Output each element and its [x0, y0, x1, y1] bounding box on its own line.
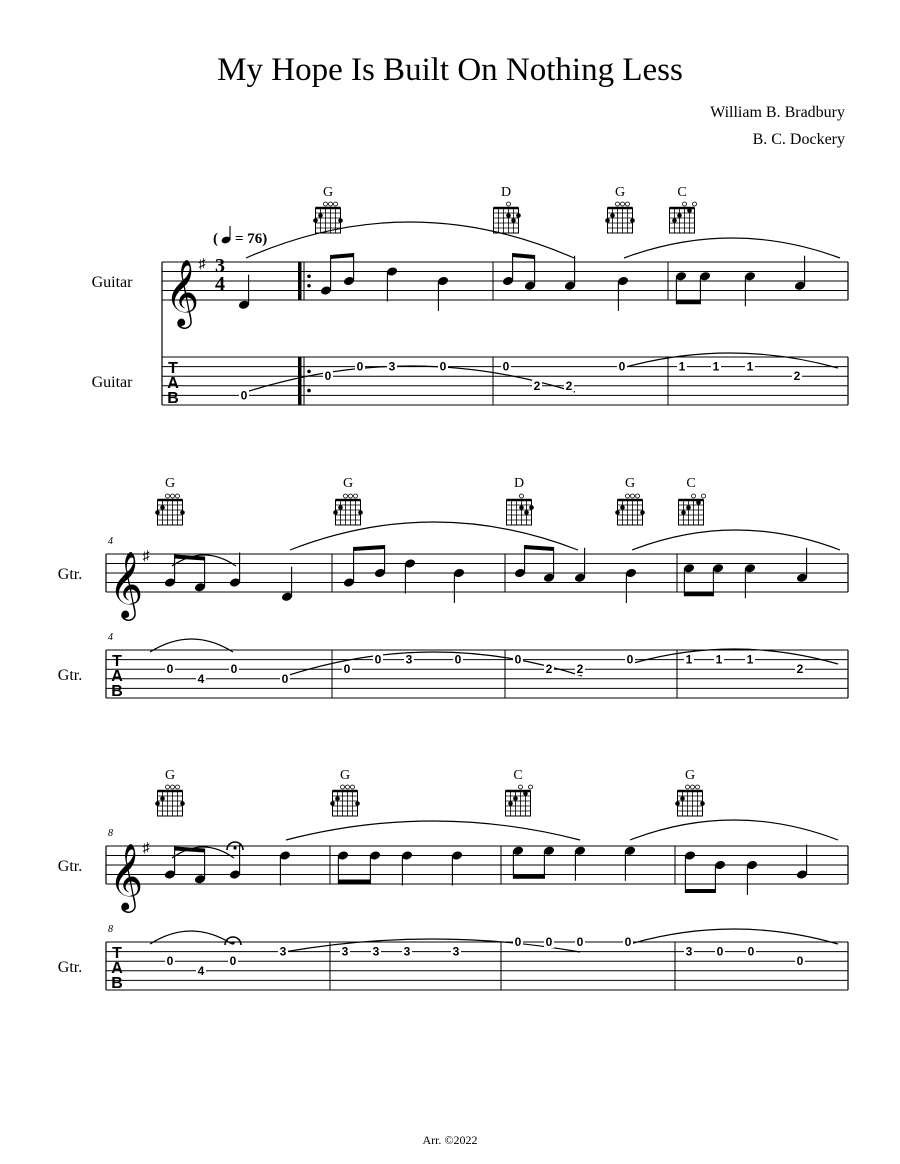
chord-diagram-icon	[330, 785, 360, 816]
tab-fret-number: 0	[747, 944, 755, 959]
chord-grid-frame	[608, 208, 633, 233]
chord-finger-dot	[160, 796, 165, 801]
tab-instrument-label: Guitar	[91, 374, 133, 391]
chord-finger-dot	[180, 510, 185, 515]
chord-open-string	[176, 785, 180, 789]
chord-finger-dot	[681, 510, 686, 515]
tab-fret-number: 0	[626, 652, 634, 667]
tab-clef-letter: T	[112, 945, 122, 962]
chord-open-string	[696, 785, 700, 789]
tab-fret-number: 3	[372, 944, 380, 959]
chord-finger-dot	[700, 801, 705, 806]
chord-finger-dot	[338, 218, 343, 223]
tab-instrument-label: Gtr.	[57, 667, 83, 684]
tab-clef-letter: A	[167, 375, 179, 392]
phrase-slur	[246, 366, 575, 392]
tab-instrument-label: Gtr.	[57, 959, 83, 976]
repeat-thick-bar	[298, 262, 302, 300]
note-beam	[525, 545, 554, 551]
tab-fret-number: 0	[716, 944, 724, 959]
chord-open-string	[519, 785, 523, 789]
chord-name-label: G	[339, 768, 351, 783]
tab-fret-number: 0	[374, 652, 382, 667]
tab-fret-number: 0	[514, 652, 522, 667]
chord-open-string	[692, 494, 696, 498]
chord-open-string	[626, 202, 630, 206]
chord-diagram-icon	[615, 494, 645, 525]
treble-clef-icon: 𝄞	[164, 258, 200, 326]
chord-open-string	[166, 494, 170, 498]
chord-open-string	[329, 202, 333, 206]
tab-fret-number: 0	[356, 359, 364, 374]
chord-name-label: C	[677, 185, 687, 200]
tab-fret-number: 3	[405, 652, 413, 667]
tab-clef-letter: T	[112, 653, 122, 670]
repeat-dot	[307, 274, 311, 278]
chord-open-string	[171, 494, 175, 498]
tab-fret-number: 2	[793, 369, 801, 384]
chord-name-label: G	[684, 768, 696, 783]
chord-finger-dot	[620, 505, 625, 510]
chord-name-label: C	[513, 768, 523, 783]
tab-fret-number: 0	[240, 388, 248, 403]
chord-finger-dot	[155, 510, 160, 515]
chord-diagram-icon	[155, 785, 185, 816]
chord-finger-dot	[335, 796, 340, 801]
staff-instrument-label: Guitar	[91, 274, 133, 291]
chord-diagram-icon	[507, 494, 534, 525]
measure-number: 8	[108, 828, 113, 839]
repeat-dot	[307, 284, 311, 288]
chord-finger-dot	[155, 801, 160, 806]
measure-number: 4	[108, 632, 113, 643]
chord-open-string	[341, 785, 345, 789]
chord-finger-dot	[680, 796, 685, 801]
chord-finger-dot	[508, 801, 513, 806]
tab-fret-number: 0	[230, 662, 238, 677]
tab-fret-number: 3	[279, 944, 287, 959]
chord-open-string	[520, 494, 524, 498]
tab-fret-number: 0	[618, 359, 626, 374]
tab-fret-number: 3	[685, 944, 693, 959]
chord-name-label: G	[322, 185, 334, 200]
tab-fret-number: 0	[343, 662, 351, 677]
chord-finger-dot	[687, 208, 692, 213]
chord-finger-dot	[529, 505, 534, 510]
note-beam	[331, 253, 354, 259]
tab-fret-number: 2	[533, 378, 541, 393]
tab-clef-letter: A	[111, 960, 123, 977]
chord-diagram-icon	[675, 785, 705, 816]
chord-diagram-icon	[155, 494, 185, 525]
chord-finger-dot	[330, 801, 335, 806]
tab-fret-number: 0	[545, 935, 553, 949]
key-signature-sharp-icon: ♯	[198, 257, 206, 272]
tab-clef-letter: B	[167, 390, 179, 407]
treble-clef-icon: 𝄞	[108, 550, 144, 618]
chord-open-string	[351, 785, 355, 789]
chord-grid-frame	[336, 500, 361, 525]
tab-fret-number: 4	[197, 671, 205, 686]
tab-clef-letter: T	[168, 360, 178, 377]
tab-fret-number: 2	[796, 662, 804, 677]
chord-open-string	[171, 785, 175, 789]
chord-open-string	[691, 785, 695, 789]
chord-finger-dot	[675, 801, 680, 806]
tab-fret-number: 2	[565, 378, 573, 393]
chord-open-string	[507, 202, 511, 206]
tab-fret-number: 3	[403, 944, 411, 959]
tab-fret-number: 0	[281, 671, 289, 686]
chord-name-label: D	[513, 476, 525, 491]
chord-finger-dot	[180, 801, 185, 806]
phrase-slur	[624, 238, 840, 258]
chord-diagram-icon	[679, 494, 706, 525]
tab-fret-number: 2	[545, 662, 553, 677]
arranger-credit: B. C. Dockery	[752, 131, 845, 148]
tab-clef-letter: B	[111, 975, 123, 992]
chord-diagram-icon	[506, 785, 533, 816]
chord-grid-frame	[618, 500, 643, 525]
tab-fret-number: 1	[746, 359, 754, 374]
phrase-slur	[286, 821, 580, 840]
chord-finger-dot	[506, 213, 511, 218]
tab-fret-number: 1	[746, 652, 754, 667]
tab-fret-number: 0	[166, 954, 174, 969]
tab-fret-number: 4	[197, 963, 205, 978]
tab-fret-number: 0	[502, 359, 510, 374]
tab-fret-number: 0	[324, 369, 332, 384]
chord-name-label: C	[686, 476, 696, 491]
chord-open-string	[176, 494, 180, 498]
chord-finger-dot	[338, 505, 343, 510]
time-signature-bottom: 4	[215, 273, 225, 295]
treble-clef-icon: 𝄞	[108, 842, 144, 910]
tab-fret-number: 1	[715, 652, 723, 667]
chord-name-label: D	[500, 185, 512, 200]
chord-open-string	[616, 202, 620, 206]
composer-credit: William B. Bradbury	[710, 104, 845, 121]
chord-open-string	[693, 202, 697, 206]
chord-open-string	[349, 494, 353, 498]
chord-open-string	[631, 494, 635, 498]
chord-open-string	[346, 785, 350, 789]
music-system	[92, 185, 848, 407]
tab-fret-number: 3	[452, 944, 460, 959]
chord-open-string	[529, 785, 533, 789]
tab-clef-letter: B	[111, 683, 123, 700]
phrase-slur	[246, 222, 574, 258]
chord-open-string	[344, 494, 348, 498]
tab-fret-number: 2	[576, 662, 584, 677]
repeat-dot	[307, 389, 311, 393]
tab-fret-number: 1	[678, 359, 686, 374]
chord-finger-dot	[516, 213, 521, 218]
tempo-paren: (	[213, 231, 218, 247]
tab-fret-number: 3	[341, 944, 349, 959]
repeat-dot	[307, 370, 311, 374]
repeat-thick-bar	[298, 357, 302, 405]
tab-fret-number: 0	[624, 935, 632, 949]
key-signature-sharp-icon: ♯	[142, 549, 150, 564]
note-beam	[338, 880, 370, 884]
chord-finger-dot	[318, 213, 323, 218]
tab-fret-number: 0	[439, 359, 447, 374]
chord-open-string	[324, 202, 328, 206]
chord-name-label: G	[342, 476, 354, 491]
measure-number: 8	[108, 924, 113, 935]
chord-finger-dot	[333, 510, 338, 515]
note-beam	[513, 875, 544, 879]
tab-fret-number: 0	[166, 662, 174, 677]
chord-name-label: G	[164, 768, 176, 783]
time-signature-top: 3	[215, 255, 225, 277]
staff-instrument-label: Gtr.	[57, 858, 83, 875]
chord-finger-dot	[630, 218, 635, 223]
fermata-dot	[233, 846, 236, 849]
phrase-slur	[284, 939, 580, 952]
footer-copyright: Arr. ©2022	[422, 1133, 478, 1147]
chord-name-label: G	[614, 185, 626, 200]
chord-open-string	[621, 202, 625, 206]
chord-open-string	[683, 202, 687, 206]
chord-finger-dot	[640, 510, 645, 515]
note-beam	[684, 592, 713, 596]
chord-grid-frame	[158, 791, 183, 816]
chord-open-string	[636, 494, 640, 498]
chord-finger-dot	[355, 801, 360, 806]
chord-grid-frame	[678, 791, 703, 816]
tab-fret-number: 0	[514, 935, 522, 949]
tab-fret-number: 1	[685, 652, 693, 667]
chord-diagram-icon	[605, 202, 635, 233]
chord-finger-dot	[615, 510, 620, 515]
tab-fret-number: 0	[796, 954, 804, 969]
tab-clef-letter: A	[111, 668, 123, 685]
staff-instrument-label: Gtr.	[57, 566, 83, 583]
note-beam	[676, 300, 700, 304]
chord-name-label: G	[624, 476, 636, 491]
chord-finger-dot	[523, 791, 528, 796]
chord-finger-dot	[160, 505, 165, 510]
chord-open-string	[686, 785, 690, 789]
phrase-slur	[630, 820, 838, 840]
chord-finger-dot	[519, 505, 524, 510]
chord-finger-dot	[605, 218, 610, 223]
chord-name-label: G	[164, 476, 176, 491]
chord-finger-dot	[513, 796, 518, 801]
phrase-slur	[286, 652, 582, 676]
chord-open-string	[166, 785, 170, 789]
chord-diagram-icon	[670, 202, 697, 233]
tempo-bpm: = 76)	[235, 231, 268, 247]
chord-open-string	[334, 202, 338, 206]
chord-grid-frame	[333, 791, 358, 816]
chord-finger-dot	[524, 510, 529, 515]
score-title: My Hope Is Built On Nothing Less	[217, 52, 683, 88]
chord-diagram-icon	[333, 494, 363, 525]
chord-finger-dot	[610, 213, 615, 218]
tab-fret-number: 1	[712, 359, 720, 374]
chord-grid-frame	[158, 500, 183, 525]
phrase-slur	[630, 649, 838, 664]
tab-fret-number: 0	[576, 935, 584, 949]
key-signature-sharp-icon: ♯	[142, 841, 150, 856]
chord-open-string	[354, 494, 358, 498]
tab-fret-number: 0	[229, 954, 237, 969]
chord-open-string	[626, 494, 630, 498]
phrase-slur	[632, 530, 840, 550]
chord-finger-dot	[696, 500, 701, 505]
measure-number: 4	[108, 536, 113, 547]
tab-fret-number: 3	[388, 359, 396, 374]
chord-finger-dot	[677, 213, 682, 218]
note-beam	[354, 545, 385, 551]
chord-finger-dot	[672, 218, 677, 223]
chord-finger-dot	[511, 218, 516, 223]
chord-finger-dot	[358, 510, 363, 515]
chord-finger-dot	[313, 218, 318, 223]
note-beam	[513, 253, 535, 259]
note-beam	[685, 889, 715, 893]
phrase-slur	[622, 353, 838, 368]
chord-open-string	[702, 494, 706, 498]
tab-fret-number: 0	[454, 652, 462, 667]
chord-finger-dot	[686, 505, 691, 510]
chord-diagram-icon	[494, 202, 521, 233]
